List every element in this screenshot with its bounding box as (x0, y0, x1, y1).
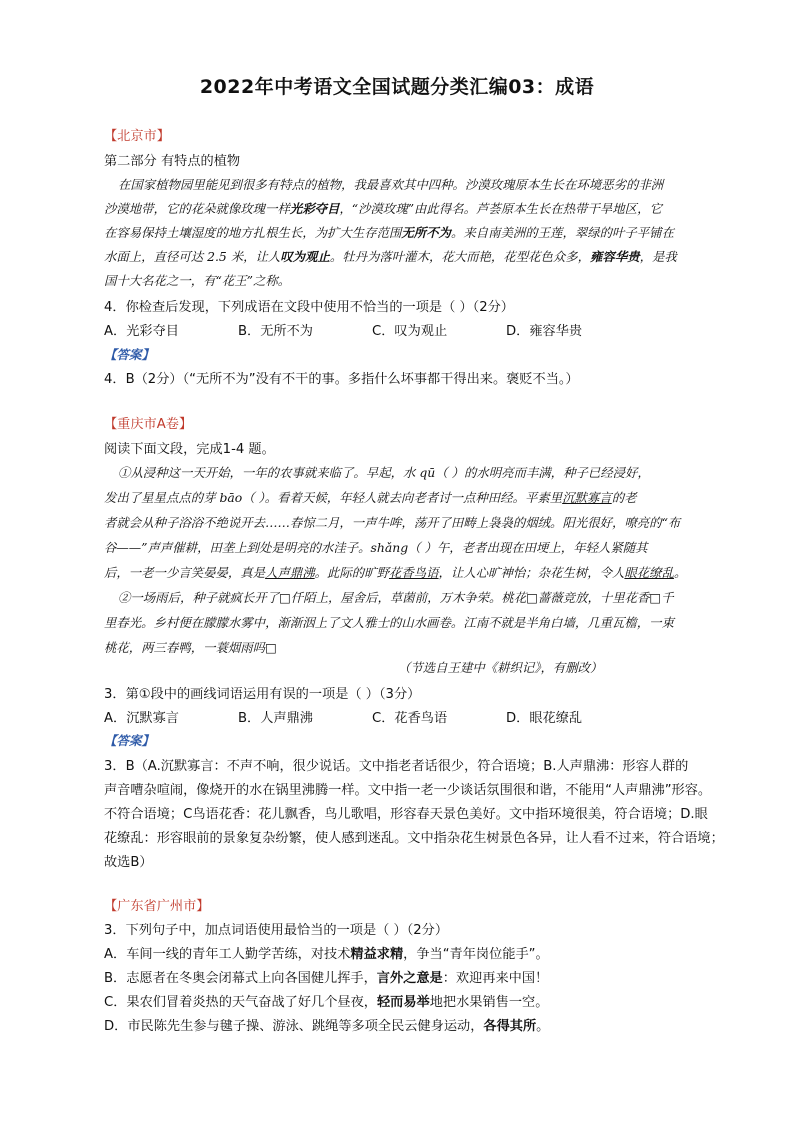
answer-tag: 【答案】 (104, 347, 155, 362)
question: 3．下列句子中，加点词语使用最恰当的一项是（ ）（2分） (104, 923, 449, 938)
passage-line: ②一场雨后，种子就疯长开了□仟陌上，屋舍后，草菌前，万木争荣。桃花□蔷薇竞放，十里花香□千 (118, 590, 674, 605)
passage-line: ①从浸种这一天开始，一年的农事就来临了。早起，水 qū（ ）的水明亮而丰满，种子已经浸好， (118, 465, 650, 480)
option: A．光彩夺目 (104, 324, 179, 339)
instruction: 阅读下面文段，完成1-4 题。 (104, 442, 275, 457)
region-heading-guangzhou: 【广东省广州市】 (104, 899, 210, 914)
passage-line: 里春光。乡村便在朦朦水雾中，渐渐洇上了文人雅士的山水画卷。江南不就是半角白墙，几重瓦檐，一束 (104, 615, 674, 630)
source-note: （节选自王建中《耕织记》，有删改） (398, 660, 603, 675)
passage-line: 者就会从种子浴浴不绝说开去……春惊二月，一声牛哞，荡开了田畴上袅袅的烟绒。阳光很好，嘹亮的“布 (104, 515, 681, 530)
passage-line: 在容易保持土壤湿度的地方扎根生长，为扩大生存范围无所不为。来自南美洲的王莲，翠绿的叶子平铺在 (104, 225, 674, 240)
answer-text: 花缭乱：形容眼前的景象复杂纷繁，使人感到迷乱。文中指杂花生树景色各异，让人看不过来，符合语境； (104, 831, 724, 846)
option: D．眼花缭乱 (506, 711, 583, 726)
answer-text: 4．B（2分）（“无所不为”没有不干的事。多指什么坏事都干得出来。褒贬不当。） (104, 372, 579, 387)
option: D．雍容华贵 (506, 324, 583, 339)
question: 3．第①段中的画线词语运用有误的一项是（ ）（3分） (104, 687, 421, 702)
answer-text: 故选B） (104, 855, 153, 870)
page-title: 2022年中考语文全国试题分类汇编03：成语 (199, 76, 595, 98)
option: A．沉默寡言 (104, 711, 179, 726)
option: C．叹为观止 (372, 324, 448, 339)
option: C．果农们冒着炎热的天气奋战了好几个昼夜，轻而易举地把水果销售一空。 (104, 995, 549, 1010)
passage-line: 后，一老一少言笑晏晏，真是人声鼎沸。此际的旷野花香鸟语，让人心旷神怡；杂花生树，令人眼花缭乱。 (104, 565, 687, 580)
answer-text: 不符合语境；C鸟语花香：花儿飘香，鸟儿歌唱，形容春天景色美好。文中指环境很美，符合语境；D.眼 (104, 807, 708, 822)
passage-line: 谷——”声声催耕，田垄上到处是明亮的水洼子。shǎng（ ）午，老者出现在田埂上，年轻人紧随其 (104, 540, 648, 555)
passage-line: 发出了星星点点的芽 bāo（ ）。看着天候，年轻人就去向老者讨一点种田经。平素里沉默寡言的老 (104, 490, 637, 505)
question: 4．你检查后发现，下列成语在文段中使用不恰当的一项是（ ）（2分） (104, 300, 514, 315)
option: C．花香鸟语 (372, 711, 448, 726)
options-row (104, 707, 582, 726)
passage-line: 在国家植物园里能见到很多有特点的植物，我最喜欢其中四种。沙漠玫瑰原本生长在环境恶劣的非洲 (118, 177, 664, 192)
region-heading-chongqing: 【重庆市A卷】 (104, 417, 193, 432)
option: A．车间一线的青年工人勤学苦练，对技术精益求精，争当“青年岗位能手”。 (104, 947, 549, 962)
option: B．人声鼎沸 (238, 711, 313, 726)
region-heading-beijing: 【北京市】 (104, 129, 170, 144)
passage-line: 桃花，两三春鸭，一蓑烟雨吗□ (104, 640, 277, 655)
passage-line: 国十大名花之一，有“花王”之称。 (104, 273, 291, 288)
option: D．市民陈先生参与毽子操、游泳、跳绳等多项全民云健身运动，各得其所。 (104, 1019, 550, 1034)
section-subtitle: 第二部分 有特点的植物 (104, 154, 241, 169)
answer-text: 3．B（A.沉默寡言：不声不响，很少说话。文中指老者话很少，符合语境；B.人声鼎沸：形容人群的 (104, 759, 689, 774)
options-row (104, 320, 582, 339)
answer-tag: 【答案】 (104, 733, 155, 748)
passage-line: 水面上，直径可达 2.5 米，让人叹为观止。牡丹为落叶灌木，花大而艳，花型花色众多，雍容华贵，是我 (104, 249, 677, 264)
option: B．无所不为 (238, 324, 313, 339)
answer-text: 声音嘈杂喧闹，像烧开的水在锅里沸腾一样。文中指一老一少谈话氛围很和谐，不能用“人声鼎沸”形容。 (104, 783, 712, 798)
option: B．志愿者在冬奥会闭幕式上向各国健儿挥手，言外之意是：欢迎再来中国！ (104, 971, 549, 986)
passage-line: 沙漠地带，它的花朵就像玫瑰一样光彩夺目，“沙漠玫瑰”由此得名。芦荟原本生长在热带干旱地区，它 (104, 201, 662, 216)
